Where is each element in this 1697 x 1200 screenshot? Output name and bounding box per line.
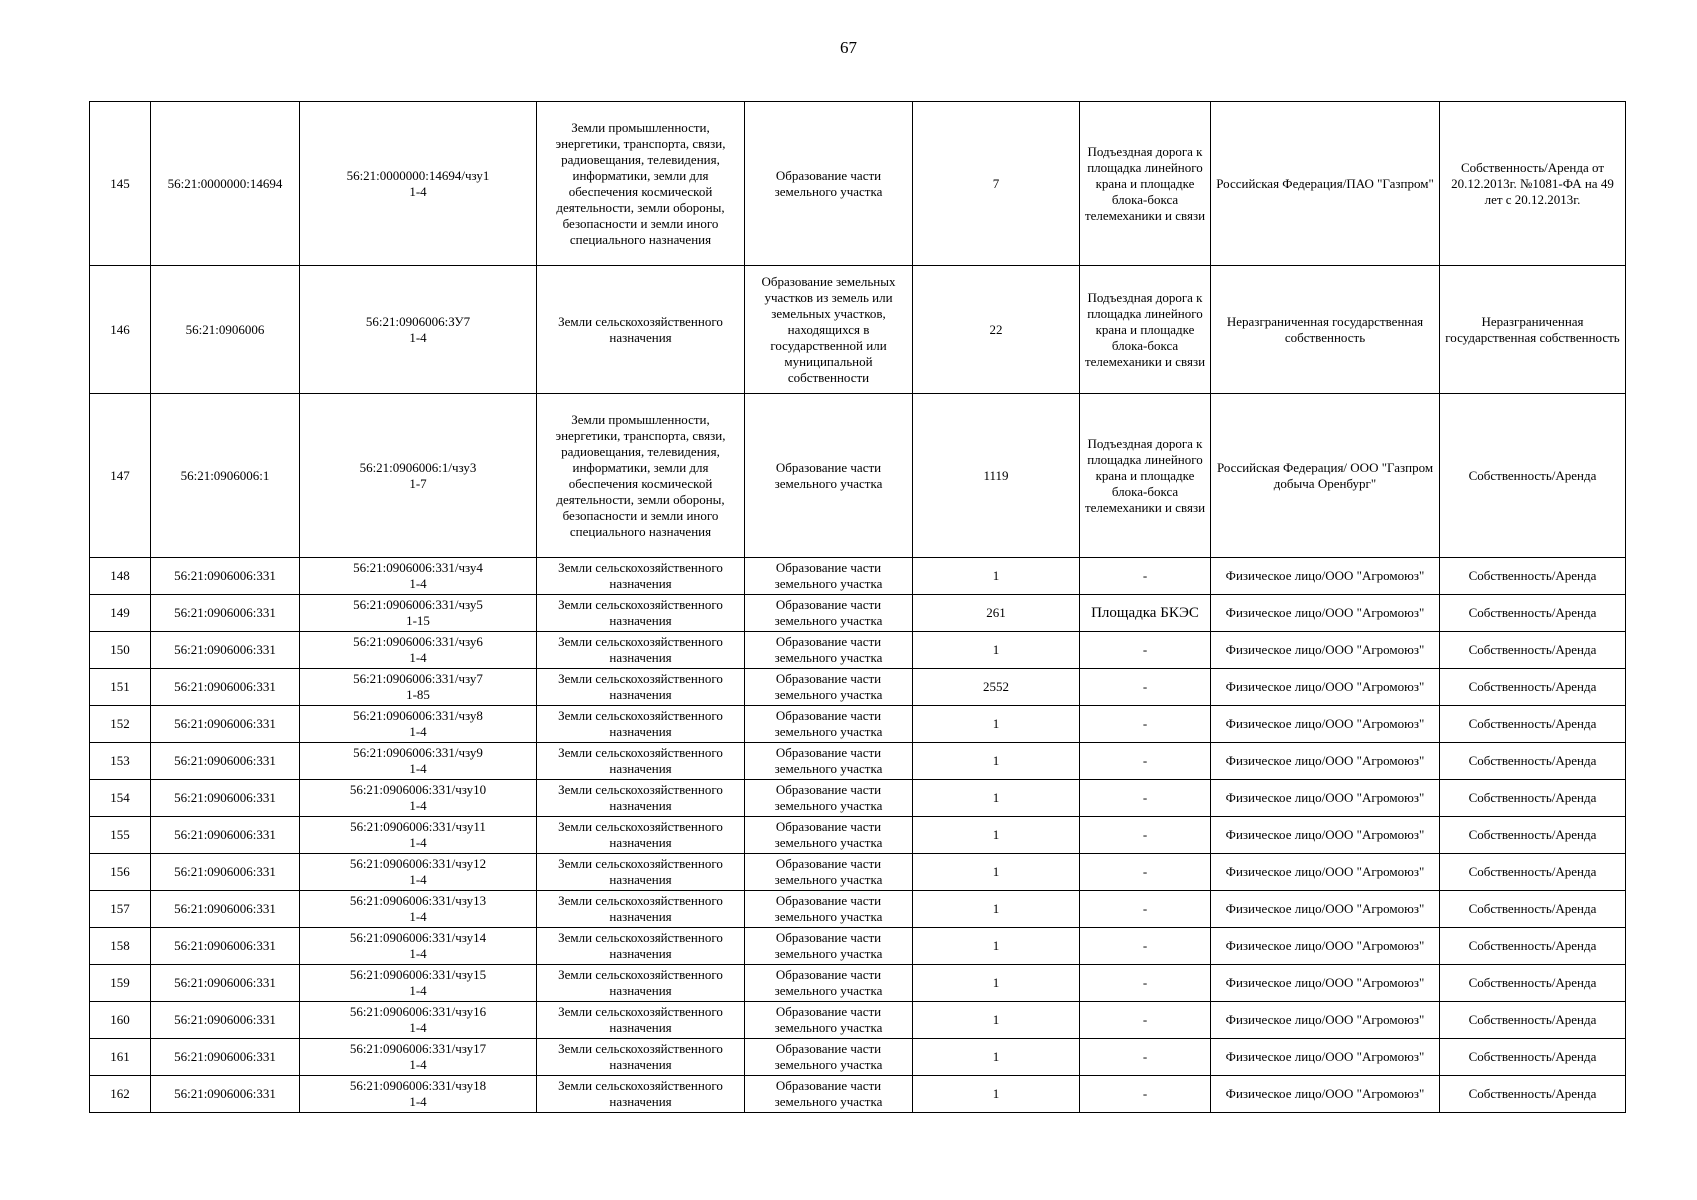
row-number-cell: 152	[90, 706, 151, 743]
plot-part-cell: 56:21:0906006:331/чзу10 1-4	[300, 780, 537, 817]
row-number-cell: 150	[90, 632, 151, 669]
object-cell: -	[1080, 558, 1211, 595]
table-row	[90, 965, 1626, 1002]
plot-part-cell: 56:21:0906006:ЗУ7 1-4	[300, 266, 537, 394]
owner-cell: Неразграниченная государственная собственность	[1211, 266, 1440, 394]
row-number-cell: 159	[90, 965, 151, 1002]
cadastral-number-cell: 56:21:0906006	[151, 266, 300, 394]
table-row	[90, 1002, 1626, 1039]
right-type-cell: Собственность/Аренда	[1440, 854, 1626, 891]
plot-part-cell: 56:21:0906006:331/чзу8 1-4	[300, 706, 537, 743]
page-number: 67	[840, 38, 857, 57]
area-cell: 1	[913, 854, 1080, 891]
purpose-cell: Образование части земельного участка	[745, 632, 913, 669]
owner-cell: Физическое лицо/ООО "Агромоюз"	[1211, 595, 1440, 632]
owner-cell: Физическое лицо/ООО "Агромоюз"	[1211, 817, 1440, 854]
table-row	[90, 102, 1626, 266]
land-category-cell: Земли промышленности, энергетики, транспорта, связи, радиовещания, телевидения, информатики, земли для обеспечения космической деятельности, земли обороны, безопасности и земли иного специального назначения	[537, 102, 745, 266]
table-row	[90, 780, 1626, 817]
plot-part-cell: 56:21:0906006:1/чзу3 1-7	[300, 394, 537, 558]
land-category-cell: Земли сельскохозяйственного назначения	[537, 780, 745, 817]
plot-part-cell: 56:21:0906006:331/чзу6 1-4	[300, 632, 537, 669]
object-cell: -	[1080, 1002, 1211, 1039]
purpose-cell: Образование части земельного участка	[745, 928, 913, 965]
owner-cell: Физическое лицо/ООО "Агромоюз"	[1211, 669, 1440, 706]
row-number-cell: 157	[90, 891, 151, 928]
right-type-cell: Собственность/Аренда	[1440, 706, 1626, 743]
right-type-cell: Неразграниченная государственная собственность	[1440, 266, 1626, 394]
purpose-cell: Образование части земельного участка	[745, 394, 913, 558]
land-category-cell: Земли сельскохозяйственного назначения	[537, 595, 745, 632]
object-cell: Подъездная дорога к площадка линейного крана и площадке блока-бокса телемеханики и связи	[1080, 266, 1211, 394]
plot-part-cell: 56:21:0906006:331/чзу14 1-4	[300, 928, 537, 965]
cadastral-number-cell: 56:21:0906006:331	[151, 1076, 300, 1113]
right-type-cell: Собственность/Аренда	[1440, 780, 1626, 817]
object-cell: -	[1080, 669, 1211, 706]
owner-cell: Физическое лицо/ООО "Агромоюз"	[1211, 706, 1440, 743]
area-cell: 1	[913, 1039, 1080, 1076]
purpose-cell: Образование части земельного участка	[745, 743, 913, 780]
area-cell: 1	[913, 965, 1080, 1002]
object-cell: -	[1080, 928, 1211, 965]
owner-cell: Физическое лицо/ООО "Агромоюз"	[1211, 965, 1440, 1002]
purpose-cell: Образование части земельного участка	[745, 780, 913, 817]
cadastral-number-cell: 56:21:0906006:331	[151, 891, 300, 928]
object-cell: -	[1080, 780, 1211, 817]
land-category-cell: Земли сельскохозяйственного назначения	[537, 632, 745, 669]
area-cell: 7	[913, 102, 1080, 266]
right-type-cell: Собственность/Аренда	[1440, 891, 1626, 928]
table-row	[90, 558, 1626, 595]
object-cell: -	[1080, 743, 1211, 780]
land-plots-table	[89, 101, 1626, 1113]
object-cell: -	[1080, 817, 1211, 854]
land-category-cell: Земли сельскохозяйственного назначения	[537, 669, 745, 706]
land-category-cell: Земли сельскохозяйственного назначения	[537, 1076, 745, 1113]
plot-part-cell: 56:21:0906006:331/чзу12 1-4	[300, 854, 537, 891]
purpose-cell: Образование части земельного участка	[745, 102, 913, 266]
right-type-cell: Собственность/Аренда	[1440, 632, 1626, 669]
right-type-cell: Собственность/Аренда	[1440, 558, 1626, 595]
purpose-cell: Образование части земельного участка	[745, 891, 913, 928]
area-cell: 1	[913, 706, 1080, 743]
area-cell: 1119	[913, 394, 1080, 558]
object-cell: -	[1080, 891, 1211, 928]
cadastral-number-cell: 56:21:0906006:331	[151, 1002, 300, 1039]
cadastral-number-cell: 56:21:0906006:331	[151, 780, 300, 817]
plot-part-cell: 56:21:0906006:331/чзу15 1-4	[300, 965, 537, 1002]
purpose-cell: Образование земельных участков из земель или земельных участков, находящихся в государственной или муниципальной собственности	[745, 266, 913, 394]
land-category-cell: Земли сельскохозяйственного назначения	[537, 558, 745, 595]
row-number-cell: 155	[90, 817, 151, 854]
object-cell: Подъездная дорога к площадка линейного крана и площадке блока-бокса телемеханики и связи	[1080, 102, 1211, 266]
right-type-cell: Собственность/Аренда	[1440, 743, 1626, 780]
object-cell: Подъездная дорога к площадка линейного крана и площадке блока-бокса телемеханики и связи	[1080, 394, 1211, 558]
object-cell: -	[1080, 1039, 1211, 1076]
table-row	[90, 891, 1626, 928]
table-row	[90, 743, 1626, 780]
area-cell: 1	[913, 632, 1080, 669]
row-number-cell: 146	[90, 266, 151, 394]
owner-cell: Физическое лицо/ООО "Агромоюз"	[1211, 1076, 1440, 1113]
owner-cell: Физическое лицо/ООО "Агромоюз"	[1211, 1002, 1440, 1039]
table-body	[90, 102, 1626, 1113]
right-type-cell: Собственность/Аренда	[1440, 1002, 1626, 1039]
right-type-cell: Собственность/Аренда	[1440, 928, 1626, 965]
area-cell: 1	[913, 928, 1080, 965]
object-cell: -	[1080, 706, 1211, 743]
cadastral-number-cell: 56:21:0906006:1	[151, 394, 300, 558]
area-cell: 261	[913, 595, 1080, 632]
row-number-cell: 153	[90, 743, 151, 780]
row-number-cell: 147	[90, 394, 151, 558]
plot-part-cell: 56:21:0906006:331/чзу5 1-15	[300, 595, 537, 632]
purpose-cell: Образование части земельного участка	[745, 1076, 913, 1113]
right-type-cell: Собственность/Аренда	[1440, 595, 1626, 632]
owner-cell: Физическое лицо/ООО "Агромоюз"	[1211, 891, 1440, 928]
table-row	[90, 394, 1626, 558]
land-category-cell: Земли сельскохозяйственного назначения	[537, 1039, 745, 1076]
area-cell: 22	[913, 266, 1080, 394]
table-row	[90, 1039, 1626, 1076]
purpose-cell: Образование части земельного участка	[745, 669, 913, 706]
purpose-cell: Образование части земельного участка	[745, 965, 913, 1002]
right-type-cell: Собственность/Аренда	[1440, 1039, 1626, 1076]
table-row	[90, 632, 1626, 669]
table-row	[90, 817, 1626, 854]
land-category-cell: Земли сельскохозяйственного назначения	[537, 854, 745, 891]
purpose-cell: Образование части земельного участка	[745, 706, 913, 743]
area-cell: 2552	[913, 669, 1080, 706]
owner-cell: Физическое лицо/ООО "Агромоюз"	[1211, 743, 1440, 780]
plot-part-cell: 56:21:0906006:331/чзу4 1-4	[300, 558, 537, 595]
area-cell: 1	[913, 558, 1080, 595]
cadastral-number-cell: 56:21:0906006:331	[151, 928, 300, 965]
right-type-cell: Собственность/Аренда	[1440, 817, 1626, 854]
plot-part-cell: 56:21:0906006:331/чзу11 1-4	[300, 817, 537, 854]
cadastral-number-cell: 56:21:0906006:331	[151, 632, 300, 669]
plot-part-cell: 56:21:0906006:331/чзу16 1-4	[300, 1002, 537, 1039]
purpose-cell: Образование части земельного участка	[745, 1002, 913, 1039]
row-number-cell: 156	[90, 854, 151, 891]
area-cell: 1	[913, 1076, 1080, 1113]
cadastral-number-cell: 56:21:0906006:331	[151, 743, 300, 780]
table-row	[90, 706, 1626, 743]
cadastral-number-cell: 56:21:0906006:331	[151, 817, 300, 854]
cadastral-number-cell: 56:21:0906006:331	[151, 706, 300, 743]
object-cell: -	[1080, 1076, 1211, 1113]
land-category-cell: Земли сельскохозяйственного назначения	[537, 706, 745, 743]
purpose-cell: Образование части земельного участка	[745, 1039, 913, 1076]
land-category-cell: Земли сельскохозяйственного назначения	[537, 891, 745, 928]
purpose-cell: Образование части земельного участка	[745, 854, 913, 891]
object-cell: -	[1080, 632, 1211, 669]
plot-part-cell: 56:21:0000000:14694/чзу1 1-4	[300, 102, 537, 266]
area-cell: 1	[913, 817, 1080, 854]
cadastral-number-cell: 56:21:0000000:14694	[151, 102, 300, 266]
owner-cell: Российская Федерация/ ООО "Газпром добыча Оренбург"	[1211, 394, 1440, 558]
row-number-cell: 158	[90, 928, 151, 965]
purpose-cell: Образование части земельного участка	[745, 595, 913, 632]
cadastral-number-cell: 56:21:0906006:331	[151, 558, 300, 595]
land-category-cell: Земли сельскохозяйственного назначения	[537, 817, 745, 854]
cadastral-number-cell: 56:21:0906006:331	[151, 1039, 300, 1076]
plot-part-cell: 56:21:0906006:331/чзу7 1-85	[300, 669, 537, 706]
cadastral-number-cell: 56:21:0906006:331	[151, 965, 300, 1002]
owner-cell: Физическое лицо/ООО "Агромоюз"	[1211, 632, 1440, 669]
table-row	[90, 266, 1626, 394]
plot-part-cell: 56:21:0906006:331/чзу9 1-4	[300, 743, 537, 780]
purpose-cell: Образование части земельного участка	[745, 817, 913, 854]
right-type-cell: Собственность/Аренда	[1440, 965, 1626, 1002]
area-cell: 1	[913, 1002, 1080, 1039]
land-category-cell: Земли сельскохозяйственного назначения	[537, 743, 745, 780]
cadastral-number-cell: 56:21:0906006:331	[151, 669, 300, 706]
purpose-cell: Образование части земельного участка	[745, 558, 913, 595]
owner-cell: Физическое лицо/ООО "Агромоюз"	[1211, 928, 1440, 965]
row-number-cell: 162	[90, 1076, 151, 1113]
area-cell: 1	[913, 743, 1080, 780]
table-row	[90, 854, 1626, 891]
owner-cell: Российская Федерация/ПАО "Газпром"	[1211, 102, 1440, 266]
row-number-cell: 151	[90, 669, 151, 706]
object-cell: Площадка БКЭС	[1080, 595, 1211, 632]
owner-cell: Физическое лицо/ООО "Агромоюз"	[1211, 854, 1440, 891]
row-number-cell: 145	[90, 102, 151, 266]
owner-cell: Физическое лицо/ООО "Агромоюз"	[1211, 558, 1440, 595]
row-number-cell: 161	[90, 1039, 151, 1076]
land-category-cell: Земли сельскохозяйственного назначения	[537, 928, 745, 965]
land-category-cell: Земли сельскохозяйственного назначения	[537, 1002, 745, 1039]
land-category-cell: Земли промышленности, энергетики, транспорта, связи, радиовещания, телевидения, информатики, земли для обеспечения космической деятельности, земли обороны, безопасности и земли иного специального назначения	[537, 394, 745, 558]
right-type-cell: Собственность/Аренда	[1440, 394, 1626, 558]
table-row	[90, 1076, 1626, 1113]
area-cell: 1	[913, 780, 1080, 817]
row-number-cell: 149	[90, 595, 151, 632]
cadastral-number-cell: 56:21:0906006:331	[151, 595, 300, 632]
owner-cell: Физическое лицо/ООО "Агромоюз"	[1211, 1039, 1440, 1076]
right-type-cell: Собственность/Аренда	[1440, 1076, 1626, 1113]
plot-part-cell: 56:21:0906006:331/чзу18 1-4	[300, 1076, 537, 1113]
plot-part-cell: 56:21:0906006:331/чзу17 1-4	[300, 1039, 537, 1076]
row-number-cell: 154	[90, 780, 151, 817]
cadastral-number-cell: 56:21:0906006:331	[151, 854, 300, 891]
object-cell: -	[1080, 965, 1211, 1002]
owner-cell: Физическое лицо/ООО "Агромоюз"	[1211, 780, 1440, 817]
table-row	[90, 928, 1626, 965]
area-cell: 1	[913, 891, 1080, 928]
object-cell: -	[1080, 854, 1211, 891]
row-number-cell: 148	[90, 558, 151, 595]
right-type-cell: Собственность/Аренда	[1440, 669, 1626, 706]
table-row	[90, 595, 1626, 632]
right-type-cell: Собственность/Аренда от 20.12.2013г. №1081-ФА на 49 лет с 20.12.2013г.	[1440, 102, 1626, 266]
plot-part-cell: 56:21:0906006:331/чзу13 1-4	[300, 891, 537, 928]
land-category-cell: Земли сельскохозяйственного назначения	[537, 266, 745, 394]
table-row	[90, 669, 1626, 706]
land-category-cell: Земли сельскохозяйственного назначения	[537, 965, 745, 1002]
row-number-cell: 160	[90, 1002, 151, 1039]
